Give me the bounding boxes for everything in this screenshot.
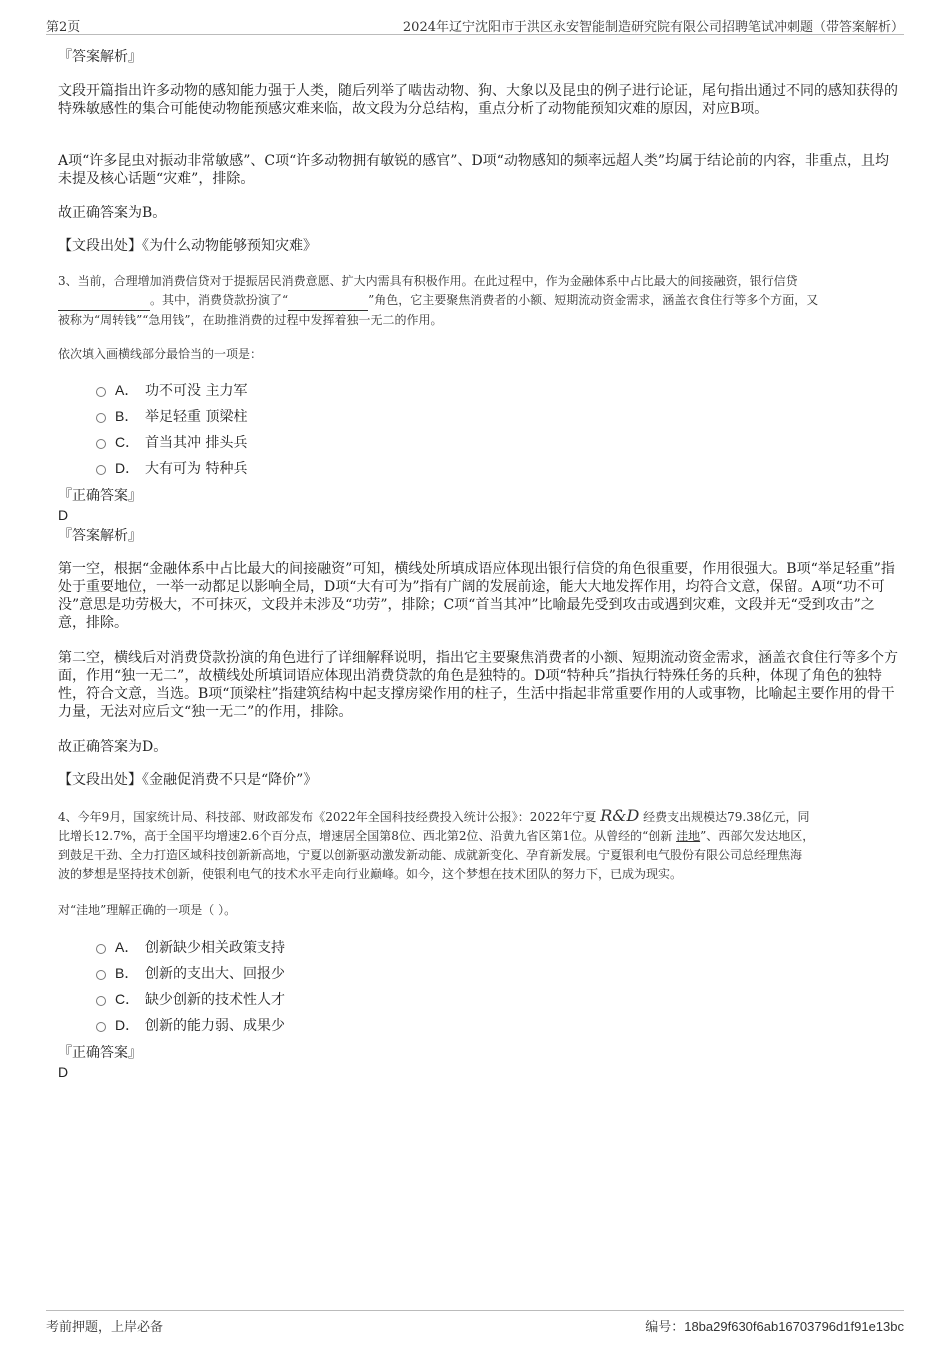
- q3-stem: [58, 272, 898, 330]
- q3-stem-part: 3、当前，合理增加消费信贷对于提振居民消费意愿、扩大内需具有积极作用。在此过程中，作为金融体系中占比最大的间接融资，银行信贷: [58, 274, 798, 288]
- radio-icon[interactable]: [96, 996, 106, 1006]
- radio-icon[interactable]: [96, 944, 106, 954]
- q4-option-b[interactable]: [96, 964, 285, 983]
- option-letter: C．: [115, 991, 140, 1007]
- option-text: 首当其冲 排头兵: [145, 435, 248, 451]
- option-text: 缺少创新的技术性人才: [145, 992, 285, 1008]
- q3-answer: D: [58, 507, 69, 523]
- q4-stem-part: 4、今年9月，国家统计局、科技部、财政部发布《2022年全国科技经费投入统计公报》：2022年宁夏: [58, 810, 597, 824]
- q3-stem-part: 被称为“周转钱”“急用钱”，在助推消费的过程中发挥着独一无二的作用。: [58, 313, 443, 327]
- q4-option-d[interactable]: [96, 1016, 285, 1035]
- option-text: 创新的支出大、回报少: [145, 966, 285, 982]
- q4-stem-part: 到鼓足干劲、全力打造区域科技创新新高地，宁夏以创新驱动激发新动能、成就新变化、孕育新发展。宁夏银利电气股份有限公司总经理焦海: [58, 848, 803, 862]
- q2-source-title: 《为什么动物能够预知灾难》: [142, 238, 317, 254]
- q3-blank-1: [58, 291, 150, 311]
- q3-source: [58, 771, 898, 789]
- q4-stem-part: 比增长12.7%，高于全国平均增速2.6个百分点，增速居全国第8位、西北第2位、沿黄九省区第1位。从曾经的“创新: [58, 829, 673, 843]
- q3-analysis-label: 『答案解析』: [58, 528, 142, 544]
- q3-answer-label: 『正确答案』: [58, 488, 142, 504]
- footer-slogan: 考前押题，上岸必备: [46, 1320, 164, 1335]
- radio-icon[interactable]: [96, 970, 106, 980]
- q3-source-label: 【文段出处】: [58, 772, 142, 788]
- radio-icon[interactable]: [96, 387, 106, 397]
- option-letter: A．: [115, 939, 139, 955]
- q4-math-rd: R&D: [600, 806, 640, 825]
- q3-stem-part: ”角色，它主要聚焦消费者的小额、短期流动资金需求，涵盖衣食住行等多个方面，又: [368, 293, 819, 307]
- option-text: 举足轻重 顶梁柱: [145, 409, 248, 425]
- footer-code-label: 编号：: [645, 1319, 685, 1334]
- option-letter: C．: [115, 434, 140, 450]
- radio-icon[interactable]: [96, 465, 106, 475]
- q3-analysis-para2: 第二空，横线后对消费贷款扮演的角色进行了详细解释说明，指出它主要聚焦消费者的小额、短期流动资金需求，涵盖衣食住行等多个方面，作用“独一无二”，故横线处所填词语应体现出消费贷款的角色是独特的。D项“特种兵”指执行特殊任务的兵种，体现了角色的独特性，符合文意，当选。B项“顶梁柱”指建筑结构中起支撑房梁作用的柱子，生活中指起非常重要作用的人或事物，比喻起主要作用的骨干力量，无法对应后文“独一无二”的作用，排除。: [58, 650, 898, 720]
- q3-analysis-para1: 第一空，根据“金融体系中占比最大的间接融资”可知，横线处所填成语应体现出银行信贷的角色很重要，作用很强大。B项“举足轻重”指处于重要地位，一举一动都足以影响全局，D项“大有可为”指有广阔的发展前途，能大大地发挥作用，均符合文意，保留。A项“功不可没”意思是功劳极大，不可抹灭，文段并未涉及“功劳”，排除；C项“首当其冲”比喻最先受到攻击或遇到灾难，文段并无“受到攻击”之意，排除。: [58, 561, 895, 631]
- option-text: 创新的能力弱、成果少: [145, 1018, 285, 1034]
- q4-answer: D: [58, 1064, 69, 1080]
- footer-code-value: 18ba29f630f6ab16703796d1f91e13bc: [684, 1319, 904, 1334]
- q2-source: [58, 237, 898, 255]
- option-letter: B．: [115, 965, 139, 981]
- page-header: [46, 14, 904, 35]
- q3-option-d[interactable]: [96, 459, 247, 478]
- q2-analysis-label: 『答案解析』: [58, 49, 142, 65]
- q4-underlined-word: 洼地: [676, 829, 701, 843]
- q4-stem-part: 经费支出规模达79.38亿元，同: [643, 810, 810, 824]
- radio-icon[interactable]: [96, 413, 106, 423]
- option-text: 创新缺少相关政策支持: [145, 940, 285, 956]
- q2-analysis-para1: 文段开篇指出许多动物的感知能力强于人类，随后列举了啮齿动物、狗、大象以及昆虫的例子进行论证，尾句指出通过不同的感知获得的特殊敏感性的集合可能使动物能预感灾难来临，故文段为分总结构，重点分析了动物能预知灾难的原因，对应B项。: [58, 83, 898, 117]
- option-letter: B．: [115, 408, 139, 424]
- q4-prompt: 对“洼地”理解正确的一项是（ ）。: [58, 903, 237, 917]
- page-footer: [46, 1310, 904, 1335]
- q2-conclusion: 故正确答案为B。: [58, 205, 167, 221]
- q3-conclusion: 故正确答案为D。: [58, 739, 168, 755]
- radio-icon[interactable]: [96, 1022, 106, 1032]
- q3-option-c[interactable]: [96, 433, 247, 452]
- q3-source-title: 《金融促消费不只是“降价”》: [142, 772, 318, 788]
- q4-stem-part: ”、西部欠发达地区，: [700, 829, 815, 843]
- option-text: 大有可为 特种兵: [145, 461, 248, 477]
- document-title: 2024年辽宁沈阳市于洪区永安智能制造研究院有限公司招聘笔试冲刺题（带答案解析）: [402, 20, 904, 35]
- q4-answer-label: 『正确答案』: [58, 1045, 142, 1061]
- radio-icon[interactable]: [96, 439, 106, 449]
- q3-blank-2: [288, 291, 368, 311]
- footer-code: [645, 1316, 904, 1335]
- option-letter: D．: [115, 1017, 140, 1033]
- q3-option-a[interactable]: [96, 381, 247, 400]
- q4-stem-part: 波的梦想是坚持技术创新，使银利电气的技术水平走向行业巅峰。如今，这个梦想在技术团队的努力下，已成为现实。: [58, 867, 683, 881]
- option-text: 功不可没 主力军: [145, 383, 248, 399]
- page-number: 第2页: [46, 20, 81, 35]
- option-letter: A．: [115, 382, 139, 398]
- option-letter: D．: [115, 460, 140, 476]
- q4-stem: [58, 806, 898, 884]
- q2-analysis-para2: A项“许多昆虫对振动非常敏感”、C项“许多动物拥有敏锐的感官”、D项“动物感知的频率远超人类”均属于结论前的内容，非重点，且均未提及核心话题“灾难”，排除。: [58, 153, 889, 187]
- q3-option-b[interactable]: [96, 407, 247, 426]
- q4-option-a[interactable]: [96, 938, 285, 957]
- q3-prompt: 依次填入画横线部分最恰当的一项是：: [58, 347, 263, 361]
- q4-option-c[interactable]: [96, 990, 285, 1009]
- q3-stem-part: 。其中，消费贷款扮演了“: [150, 293, 289, 307]
- q2-source-label: 【文段出处】: [58, 238, 142, 254]
